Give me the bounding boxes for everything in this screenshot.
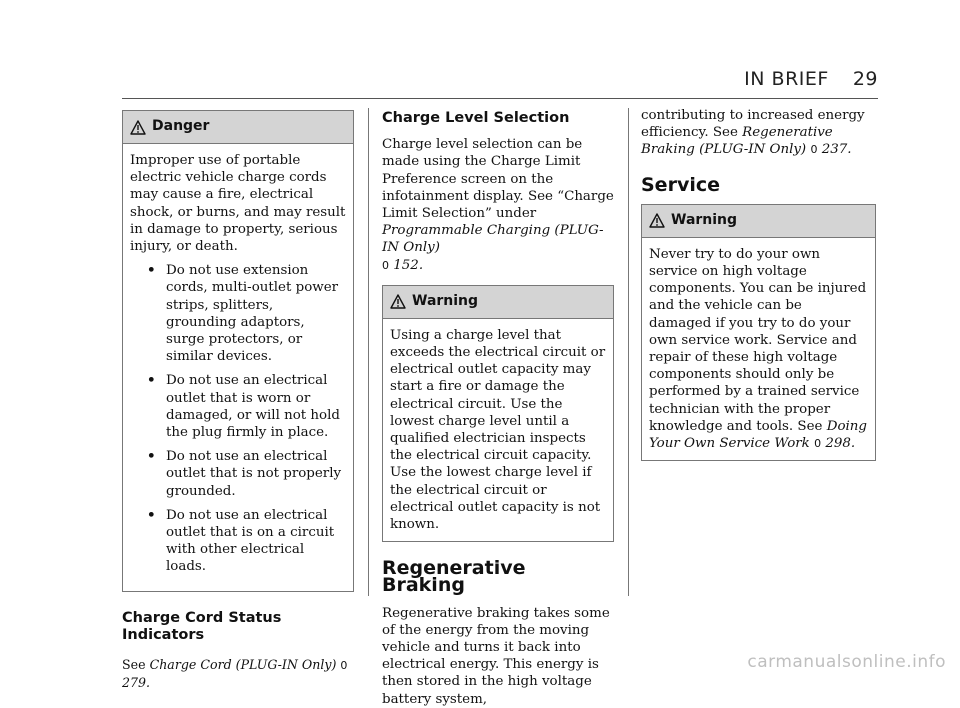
warning-box-body xyxy=(642,238,875,460)
danger-bullet-list xyxy=(130,262,346,575)
list-item: • Do not use an electrical outlet that is not properly grounded. xyxy=(147,448,342,499)
warning-box xyxy=(641,204,876,461)
danger-title: Danger xyxy=(152,118,210,135)
cross-reference-link[interactable]: Charge Cord (PLUG-IN Only) 0 279. xyxy=(122,657,348,691)
column-2 xyxy=(382,110,614,708)
page-ref-icon: 0 xyxy=(810,143,818,157)
warning-box-header xyxy=(642,205,875,238)
warning-title: Warning xyxy=(671,212,738,229)
page-header xyxy=(744,68,878,90)
section-title: IN BRIEF xyxy=(744,68,829,90)
regenerative-braking-text: Regenerative braking takes some of the energy from the moving vehicle and turns it back into electrical energy. This energy is then stored in the high voltage battery system, xyxy=(382,605,610,707)
warning-box-body xyxy=(383,319,613,541)
service-heading: Service xyxy=(641,173,720,196)
page-ref-icon: 0 xyxy=(814,437,822,451)
column-divider-2 xyxy=(628,108,629,596)
warning-triangle-icon xyxy=(130,120,146,135)
charge-cord-status-text: See Charge Cord (PLUG-IN Only) 0 279. xyxy=(122,657,348,691)
column-3 xyxy=(641,110,876,461)
warning-text: Using a charge level that exceeds the electrical circuit or electrical outlet capacity may start a fire or damage the electrical circuit. Use the lowest charge level until a qualified electrician inspects the electrical circuit capacity. Use the lowest charge level if the electrical circuit or electrical outlet capacity is not known. xyxy=(390,327,606,533)
header-rule xyxy=(122,98,878,99)
warning-box-header xyxy=(383,286,613,319)
warning-title: Warning xyxy=(412,293,479,310)
danger-box xyxy=(122,110,354,592)
cross-reference-link[interactable]: Doing Your Own Service Work 0 298. xyxy=(649,418,867,452)
page-ref-icon: 0 xyxy=(382,258,389,272)
charge-level-heading: Charge Level Selection xyxy=(382,110,570,126)
watermark: carmanualsonline.info xyxy=(747,652,946,672)
danger-box-header xyxy=(123,111,353,144)
warning-text: Never try to do your own service on high voltage components. You can be injured and the vehicle can be damaged if you try to do your own service work. Service and repair of these high voltage components should only be performed by a trained service technician with the proper knowledge and tools. See Doing Your Own Service Work 0 298. xyxy=(649,246,867,452)
warning-triangle-icon xyxy=(649,213,665,228)
cross-reference-link[interactable]: Programmable Charging (PLUG-IN Only) 0 152. xyxy=(382,223,604,273)
page-ref-icon: 0 xyxy=(340,659,348,673)
list-item: • Do not use extension cords, multi-outlet power strips, splitters, grounding adaptors, surge protectors, or similar devices. xyxy=(147,262,339,365)
regenerative-braking-heading: Regenerative Braking xyxy=(382,557,526,597)
danger-intro: Improper use of portable electric vehicle charge cords may cause a fire, electrical shock, or burns, and may result in damage to property, serious injury, or death. xyxy=(130,153,346,255)
list-item: • Do not use an electrical outlet that is worn or damaged, or will not hold the plug firmly in place. xyxy=(147,372,340,441)
charge-cord-status-heading: Charge Cord Status Indicators xyxy=(122,609,282,643)
column-1 xyxy=(122,110,354,691)
regenerative-braking-continued: contributing to increased energy efficiency. See Regenerative Braking (PLUG-IN Only) 0 237. xyxy=(641,108,865,158)
list-item: • Do not use an electrical outlet that is on a circuit with other electrical loads. xyxy=(147,506,335,575)
warning-box xyxy=(382,285,614,542)
page-number: 29 xyxy=(852,68,878,90)
cross-reference-link[interactable]: Regenerative Braking (PLUG-IN Only) 0 237. xyxy=(641,125,852,158)
danger-box-body xyxy=(123,144,353,591)
charge-level-text: Charge level selection can be made using the Charge Limit Preference screen on the infotainment display. See “Charge Limit Selection” under Programmable Charging (PLUG-IN Only) 0 152. xyxy=(382,137,614,273)
column-divider-1 xyxy=(368,108,369,596)
warning-triangle-icon xyxy=(390,294,406,309)
